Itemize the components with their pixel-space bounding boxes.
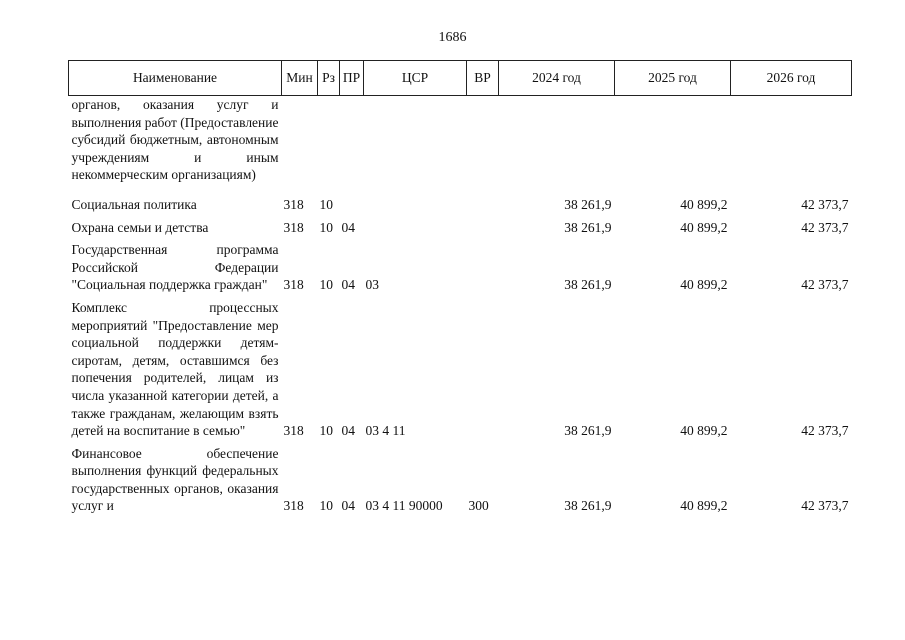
row-2024: 38 261,9	[564, 219, 612, 235]
row-2026: 42 373,7	[801, 277, 849, 293]
row-2025: 40 899,2	[680, 219, 728, 235]
row-pr: 04	[341, 277, 355, 293]
row-2024	[499, 96, 615, 190]
row-vr: 300	[468, 498, 489, 514]
row-csr	[364, 96, 467, 190]
row-2024: 38 261,9	[564, 498, 612, 514]
row-2026	[731, 96, 852, 190]
row-2026: 42 373,7	[801, 219, 849, 235]
row-csr: 03 4 11	[365, 423, 406, 439]
row-min	[282, 96, 318, 190]
row-pr	[340, 196, 364, 219]
row-rz	[318, 96, 340, 190]
table-row	[69, 196, 852, 219]
row-vr	[467, 219, 499, 242]
row-2025: 40 899,2	[680, 423, 728, 439]
row-rz: 10	[319, 498, 333, 514]
row-vr	[467, 241, 499, 299]
row-name: Охрана семьи и детства	[71, 219, 209, 235]
row-2025	[615, 96, 731, 190]
header-2025: 2025 год	[615, 61, 731, 96]
header-vr: ВР	[467, 61, 499, 96]
row-pr: 04	[341, 423, 355, 439]
table-row	[69, 241, 852, 299]
row-pr	[340, 96, 364, 190]
row-2024: 38 261,9	[564, 277, 612, 293]
table-row	[69, 299, 852, 445]
header-2026: 2026 год	[731, 61, 852, 96]
row-pr: 04	[341, 498, 355, 514]
row-2025: 40 899,2	[680, 196, 728, 212]
row-csr	[364, 196, 467, 219]
row-vr	[467, 196, 499, 219]
row-name: Социальная политика	[71, 196, 197, 212]
table-row	[69, 96, 852, 190]
row-2024: 38 261,9	[564, 423, 612, 439]
header-rz: Рз	[318, 61, 340, 96]
header-csr: ЦСР	[364, 61, 467, 96]
row-2026: 42 373,7	[801, 196, 849, 212]
page-number: 1686	[438, 30, 467, 45]
row-rz: 10	[319, 196, 333, 212]
row-name: Финансовое обеспечение выполнения функций федеральных государственных органов, оказания услуг и	[71, 445, 279, 514]
row-name: органов, оказания услуг и выполнения работ (Предоставление субсидий бюджетным, автономным учреждениям и иным некоммерческим организациям)	[71, 97, 279, 183]
row-csr: 03 4 11 90000	[365, 498, 443, 514]
row-2026: 42 373,7	[801, 498, 849, 514]
header-min: Мин	[282, 61, 318, 96]
row-2025: 40 899,2	[680, 277, 728, 293]
row-name: Комплекс процессных мероприятий "Предоставление мер социальной поддержки детям-сиротам, детям, оставшимся без попечения родителей, лицам из числа указанной категории детей, а также гражданам, желающим взять детей на воспитание в семью"	[71, 299, 279, 439]
row-2024: 38 261,9	[564, 196, 612, 212]
row-vr	[467, 96, 499, 190]
header-name: Наименование	[69, 61, 282, 96]
row-min: 318	[283, 219, 304, 235]
row-rz: 10	[319, 423, 333, 439]
row-rz: 10	[319, 277, 333, 293]
row-rz: 10	[319, 219, 333, 235]
row-csr	[364, 219, 467, 242]
row-pr: 04	[341, 219, 355, 235]
row-2025: 40 899,2	[680, 498, 728, 514]
row-csr: 03	[365, 277, 379, 293]
row-2026: 42 373,7	[801, 423, 849, 439]
row-min: 318	[283, 423, 304, 439]
header-pr: ПР	[340, 61, 364, 96]
row-min: 318	[283, 196, 304, 212]
table-header	[69, 61, 852, 96]
budget-table	[68, 60, 852, 520]
table-row	[69, 445, 852, 520]
table-row	[69, 219, 852, 242]
row-name: Государственная программа Российской Федерации "Социальная поддержка граждан"	[71, 242, 279, 293]
row-min: 318	[283, 498, 304, 514]
row-vr	[467, 299, 499, 445]
row-min: 318	[283, 277, 304, 293]
header-2024: 2024 год	[499, 61, 615, 96]
